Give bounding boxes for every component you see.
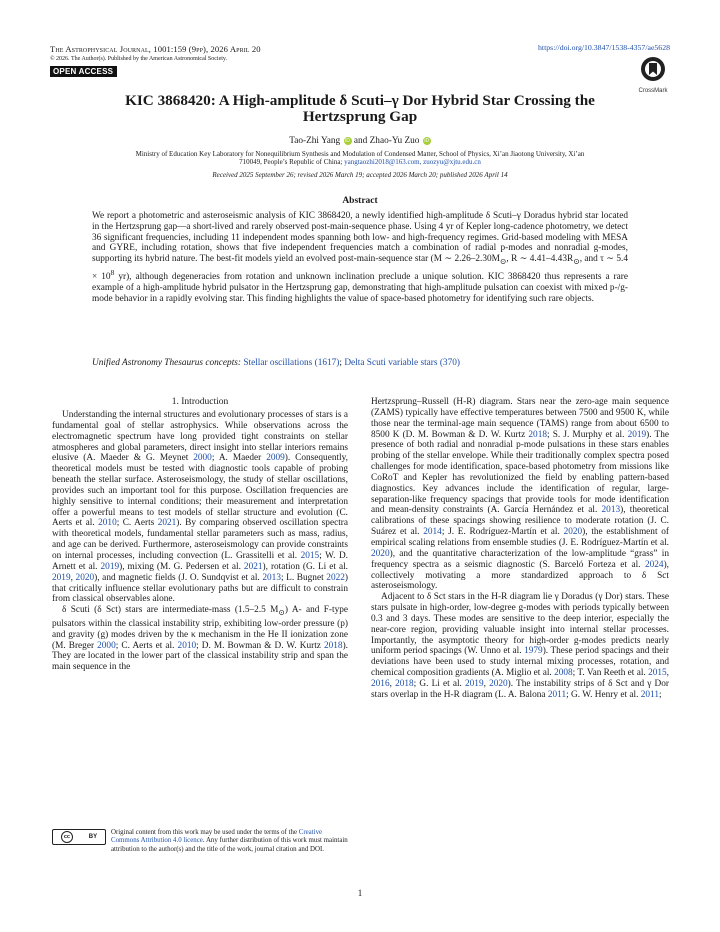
citation-link[interactable]: 2022 [326,572,345,583]
abstract-text: We report a photometric and asteroseismic analysis of KIC 3868420, a newly identified high-amplitude δ Scuti–γ Doradus hybrid star located in the Hertzsprung gap—a short-lived and rarely observed post-main-sequence phase. Using 4 yr of Kepler long-cadence photometry, we detect 36 significant frequencies, including 11 independent modes spanning both low- and high-frequency regimes. Grid-based modeling with MESA and GYRE, including rotation, shows that five independent frequencies match a combination of radial p-modes and nonradial g-modes, supporting its hybrid nature. The best-fit models yield an evolved post-main-sequence star (M ∼ $2.26-2.30M_⊙$, R ∼ $4.41-4.43R_⊙$, and τ ∼ $5.4 \times 10^8$ yr), although degeneracies from rotation and unknown inclination preclude a unique solution. KIC 3868420 thus represents a rare example of a high-amplitude hybrid pulsator in the Hertzsprung gap, demonstrating that high-amplitude pulsation can coexist with mixed p-/g-mode behavior in a rapidly evolving star. This finding highlights the value of space-based photometry for identifying such rare objects. [92,211,628,304]
section-heading: 1. Introduction [171,397,229,407]
citation-link[interactable]: 2019 [465,678,484,689]
citation-link[interactable]: 2020 [371,548,390,559]
license-notice: cc BY Original content from this work may be used under the terms of the Creative Commons Attribution 4.0 licence. Any further distribution of this work must maintain attribution to the author(s) and the title of the work, journal citation and DOI. [52,829,348,854]
citation-link[interactable]: 2021 [243,561,263,572]
paragraph: δ Scuti (δ Sct) stars are intermediate-mass (1.5–2.5 $M_⊙$) A- and F-type pulsators within the classical instability strip, exhibiting low-order pressure (p) and gravity (g) modes driven by the κ mechanism in the He II ionization zone (M. Breger 2000; C. Aerts et al. 2010; D. M. Bowman & D. W. Kurtz 2018). They are located in the lower part of the classical instability strip and span the main sequence in the [52,605,348,673]
email-links[interactable]: yangtaozhi2018@163.com, zuozyu@xjtu.edu.cn [344,158,481,167]
citation-link[interactable]: 2015 [300,550,320,561]
citation-link[interactable]: 2011 [547,689,567,700]
paper-title [70,93,650,125]
paragraph: Adjacent to δ Sct stars in the H-R diagram lie γ Doradus (γ Dor) stars. These stars pulsate in high-order, low-degree g-modes with periods typically between 0.3 and 3 days. These modes are sensitive to the deep interior, especially the near-core region, providing valuable insight into internal stellar processes. Importantly, the asymptotic theory for high-order g-modes predicts nearly uniform period spacings (W. Unno et al. 1979). These period spacings and their deviations have been used to study internal mixing processes, rotation, and chemical composition gradients (A. Miglio et al. 2008; T. Van Reeth et al. 2015, 2016, 2018; G. Li et al. 2019, 2020). The instability strips of δ Sct and γ Dor stars overlap in the H-R diagram (L. A. Balona 2011; G. W. Henry et al. 2011; [371,592,669,700]
uat-concepts: Unified Astronomy Thesaurus concepts: Stellar oscillations (1617); Delta Scuti variable stars (370) [92,358,460,368]
author-name: Zhao-Yu Zuo [369,136,420,146]
author-name: Tao-Zhi Yang [289,136,341,146]
affiliation-line: Ministry of Education Key Laboratory for Nonequilibrium Synthesis and Modulation of Condensed Matter, School of Physics, Xi’an Jiaotong University, Xi’an [135,150,585,158]
citation-link[interactable]: 2020 [563,527,583,538]
abstract-heading: Abstract [342,196,378,206]
title-line-1: KIC 3868420: A High-amplitude δ Scuti–γ Dor Hybrid Star Crossing the [125,92,595,109]
citation-link[interactable]: 2008 [554,668,573,679]
body-column-right [371,397,669,701]
citation-link[interactable]: 2016 [371,678,390,689]
journal-citation: The Astrophysical Journal, 1001:159 (9pp), 2026 April 20 [50,44,261,54]
crossmark-button[interactable] [636,56,670,94]
citation-link[interactable]: 2019 [100,561,120,572]
citation-link[interactable]: 2019 [627,429,647,440]
uat-label: Unified Astronomy Thesaurus concepts: [92,358,241,368]
citation-link[interactable]: 2015 [648,668,667,679]
citation-link[interactable]: 2013 [262,572,281,583]
citation-link[interactable]: 2013 [601,505,621,516]
crossmark-label: CrossMark [638,88,668,94]
citation-link[interactable]: 2010 [98,518,117,529]
open-access-badge: OPEN ACCESS [50,66,117,77]
uat-concept-link[interactable]: Delta Scuti variable stars (370) [344,358,460,368]
publication-dates: Received 2025 September 26; revised 2026 March 19; accepted 2026 March 20; published 2026 April 14 [212,171,508,179]
paragraph: Hertzsprung–Russell (H-R) diagram. Stars near the zero-age main sequence (ZAMS) typically have effective temperatures between 7500 and 9500 K, while those near the terminal-age main sequence (TAMS) range from about 6500 to 8500 K (D. M. Bowman & D. W. Kurtz 2018; S. J. Murphy et al. 2019). The presence of both radial and nonradial p-mode pulsations in these stars enables probing of the stellar envelope. While their traditionally complex spectra posed challenges for mode identification, space-based photometry from missions like CoRoT and Kepler has revolutionized the field by enabling pattern-based diagnostics. Key advances include the identification of regular, large-separation-like frequency spacings that provide tools for mode identification and mean-density constraints (A. García Hernández et al. 2013), theoretical calibrations of these spacings showing resilience to moderate rotation (J. C. Suárez et al. 2014; J. E. Rodríguez-Martín et al. 2020), the establishment of empirical scaling relations from ensemble studies (J. E. Rodríguez-Martín et al. 2020), and the quantitative characterization of the low-amplitude “grass” in frequency spectra as a seismic diagnostic (S. Barceló Forteza et al. 2024), collectively motivating a more standardized approach to δ Sct asteroseismology. [371,397,670,592]
citation-link[interactable]: 2009 [266,453,285,464]
citation-link[interactable]: 2018 [395,678,414,689]
citation-link[interactable]: 2018 [528,429,547,440]
title-line-2: Hertzsprung Gap [302,108,418,125]
citation-link[interactable]: 2000 [193,453,212,464]
author-list [70,136,650,146]
citation-link[interactable]: 2020 [75,572,95,583]
by-icon: BY [88,833,98,840]
citation-link[interactable]: 1979 [524,646,543,657]
uat-concept-link[interactable]: Stellar oscillations (1617) [243,358,340,368]
orcid-icon[interactable]: iD [424,138,430,144]
citation-link[interactable]: 2020 [489,678,508,689]
page-number: 1 [357,888,363,898]
citation-link[interactable]: 2024 [644,559,664,570]
affiliation-line: 710049, People’s Republic of China; [239,158,343,167]
paragraph: Understanding the internal structures and evolutionary processes of stars is a fundamental goal of stellar astrophysics. While observations across the electromagnetic spectrum have long provided tight constraints on stellar atmospheres and global parameters, direct insight into stellar interiors remains elusive (A. Maeder & G. Meynet 2000; A. Maeder 2009). Consequently, theoretical models must be tested with diagnostic tools capable of probing beneath the stellar surface. Asteroseismology, the study of stellar oscillations, provides such an important tool for this purpose. Oscillation frequencies are highly sensitive to internal conditions; their measurement and interpretation offer a powerful means to test models of stellar structure and evolution (C. Aerts et al. 2010; C. Aerts 2021). By comparing observed oscillation spectra with theoretical models, fundamental stellar parameters such as mass, radius, and age can be derived. Furthermore, asteroseismology can provide constraints on internal processes, including convection (L. Grassitelli et al. 2015; W. D. Arnett et al. 2019), mixing (M. G. Pedersen et al. 2021), rotation (G. Li et al. 2019, 2020), and magnetic fields (J. O. Sundqvist et al. 2013; L. Bugnet 2022) that critically influence stellar evolutionary paths but are difficult to constrain from classical observables alone. [52,410,349,605]
citation-link[interactable]: 2019 [52,572,71,583]
citation-link[interactable]: 2014 [423,527,442,538]
citation-link[interactable]: 2011 [640,689,659,700]
crossmark-icon [640,56,666,82]
orcid-icon[interactable]: iD [345,138,350,144]
affiliation [52,150,668,167]
citation-link[interactable]: 2010 [177,640,197,651]
copyright-notice: © 2026. The Author(s). Published by the American Astronomical Society. [50,56,228,62]
cc-icon: cc [61,831,73,843]
citation-link[interactable]: 2021 [157,518,177,529]
body-column-left [52,410,348,673]
license-link[interactable]: Creative Commons Attribution 4.0 licence [111,829,323,845]
cc-by-badge[interactable] [52,829,106,845]
citation-link[interactable]: 2000 [97,640,116,651]
author-separator: and [353,136,368,146]
citation-link[interactable]: 2018 [323,640,343,651]
doi-link[interactable]: https://doi.org/10.3847/1538-4357/ae5628 [538,43,670,52]
